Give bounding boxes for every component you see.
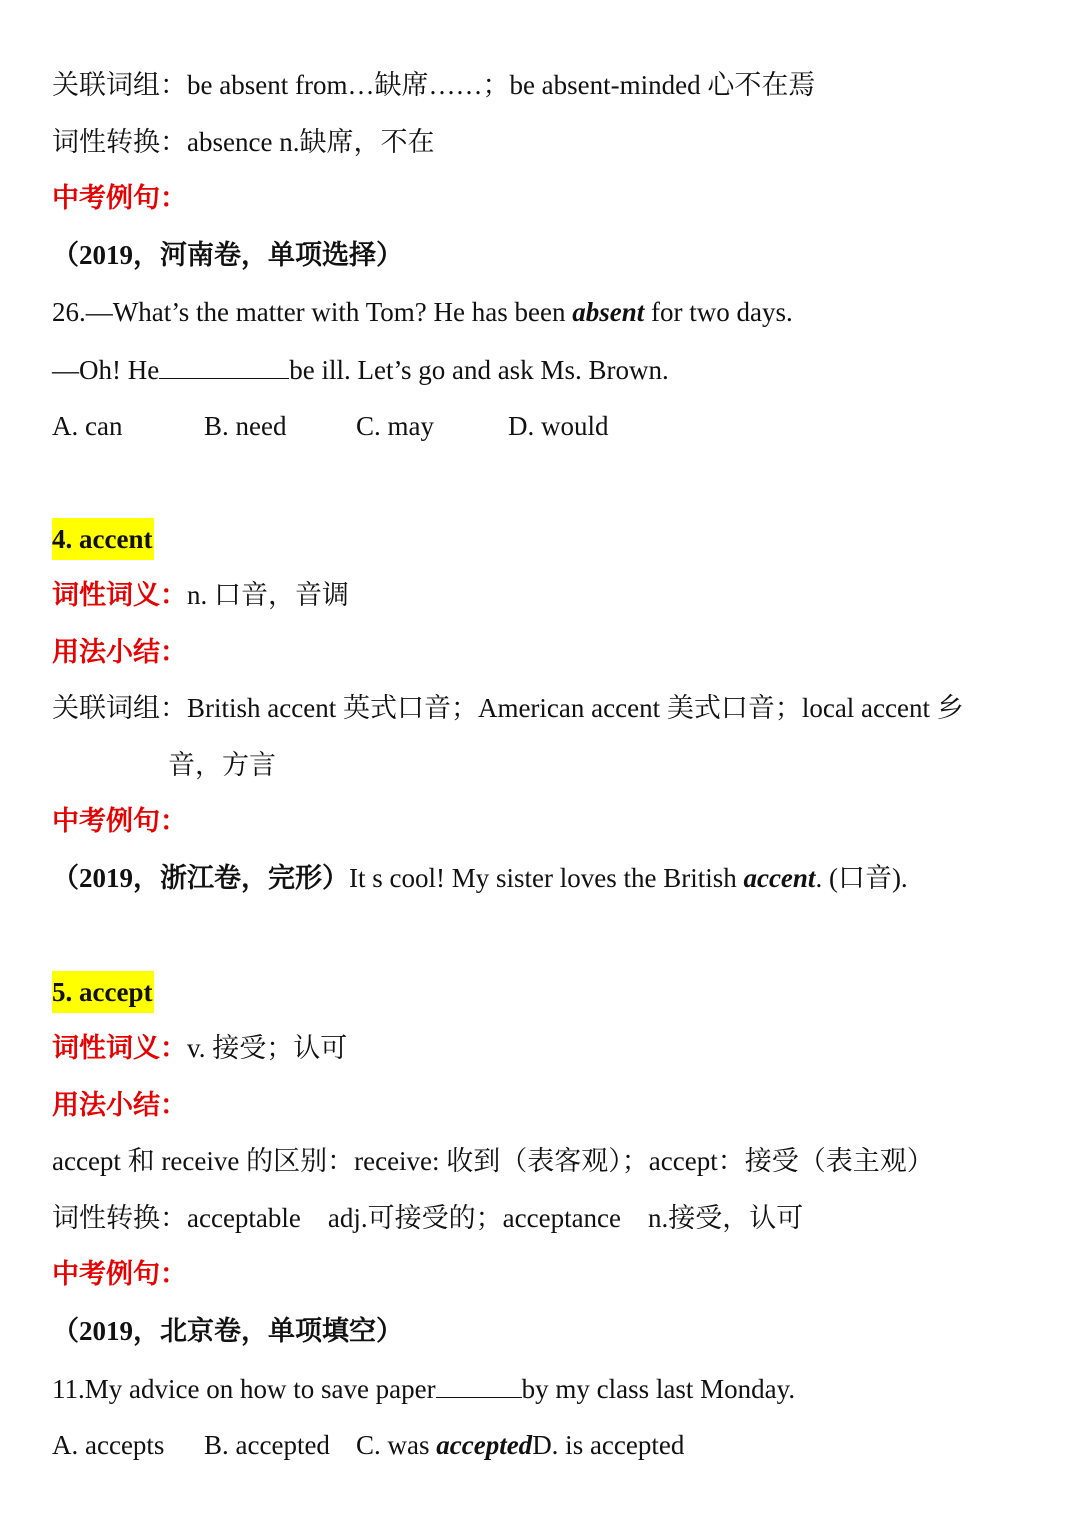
accent-related-line-2: 音，方言 [168,750,276,780]
accent-example-post: . (口音). [815,863,908,893]
accept-pos-text: v. 接受；认可 [187,1033,348,1063]
option-c-keyword: accepted [436,1430,533,1460]
option-c-pre: C. was [356,1430,437,1460]
absent-word-conversion: 词性转换：absence n.缺席，不在 [52,127,435,157]
reply-text-pre: —Oh! He [52,355,160,385]
option-d: D. is accepted [532,1430,685,1460]
answer-blank [436,1371,522,1398]
option-a: A. can [52,411,123,441]
absent-example-source: （2019，河南卷，单项选择） [52,240,403,270]
option-d: D. would [508,411,609,441]
absent-reply-line [52,352,669,387]
accent-example-heading: 中考例句： [52,806,187,836]
accept-word-conversion: 词性转换：acceptable adj.可接受的；acceptance n.接受，认可 [52,1203,804,1233]
reply-text-post: be ill. Let’s go and ask Ms. Brown. [289,355,669,385]
absent-example-heading: 中考例句： [52,183,187,213]
accent-example-source: （2019，浙江卷，完形） [52,863,349,893]
accept-title [52,975,154,1009]
accent-related-line-1: 关联词组：British accent 英式口音；American accent 美式口音；local accent 乡 [52,693,964,723]
option-b: B. accepted [204,1430,330,1460]
question-text-post: for two days. [644,297,793,327]
accent-example-line [52,861,908,895]
accept-receive-difference: accept 和 receive 的区别：receive: 收到（表客观）；accept：接受（表主观） [52,1146,934,1176]
accept-question-post: by my class last Monday. [521,1374,796,1404]
accent-usage-heading: 用法小结： [52,637,187,667]
question-keyword: absent [572,297,645,327]
accept-question-line [52,1371,795,1406]
accent-pos-line [52,578,349,612]
accept-question-pre: 11.My advice on how to save paper [52,1374,436,1404]
accent-title-highlight: 4. accent [52,518,154,560]
answer-blank [159,352,289,379]
accept-example-source: （2019，北京卷，单项填空） [52,1316,403,1346]
accept-usage-heading: 用法小结： [52,1090,187,1120]
accent-title [52,522,154,556]
accept-pos-label: 词性词义： [52,1033,187,1063]
accept-title-highlight: 5. accept [52,971,154,1013]
question-text-pre: 26.—What’s the matter with Tom? He has been [52,297,573,327]
accent-pos-text: n. 口音，音调 [187,580,349,610]
absent-question-line [52,295,793,329]
absent-related-phrases: 关联词组：be absent from…缺席……；be absent-minded 心不在焉 [52,70,816,100]
absent-options [52,409,609,443]
accept-example-heading: 中考例句： [52,1259,187,1289]
accent-pos-label: 词性词义： [52,580,187,610]
option-b: B. need [204,411,287,441]
option-c: C. may [356,411,434,441]
accept-pos-line [52,1031,347,1065]
accent-example-pre: It s cool! My sister loves the British [349,863,744,893]
accent-example-keyword: accent [743,863,816,893]
accept-options [52,1428,684,1462]
option-a: A. accepts [52,1430,165,1460]
